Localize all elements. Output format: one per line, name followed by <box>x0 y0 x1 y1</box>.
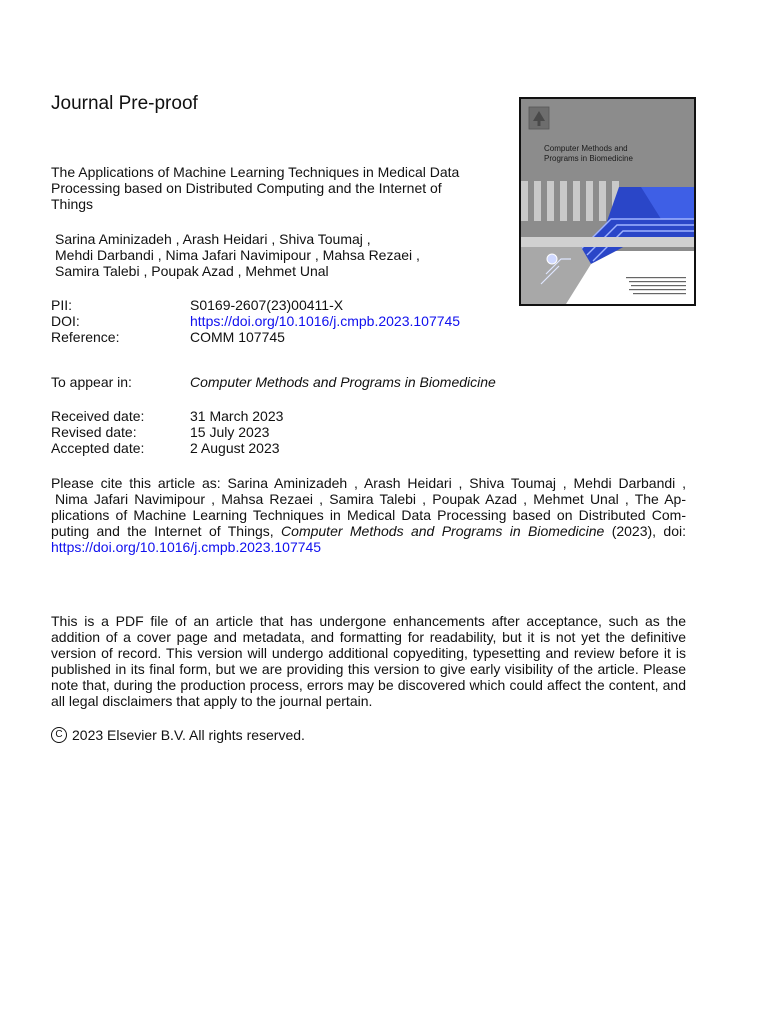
journal-cover-graphic <box>521 99 694 304</box>
author-line: Mehdi Darbandi , Nima Jafari Navimipour , Mahsa Rezaei , <box>55 247 420 263</box>
received-date-label: Received date: <box>51 408 145 424</box>
reference-value: COMM 107745 <box>190 329 285 345</box>
cover-title-line: Computer Methods and <box>544 144 628 153</box>
citation-paragraph <box>51 475 686 555</box>
cover-title-line: Programs in Biomedicine <box>544 154 633 163</box>
doi-link[interactable]: https://doi.org/10.1016/j.cmpb.2023.107745 <box>190 313 461 329</box>
journal-cover-image <box>519 97 696 306</box>
pii-value: S0169-2607(23)00411-X <box>190 297 344 313</box>
pre-proof-notice: This is a PDF file of an article that has undergone enhancements after acceptance, such as the addition of a cover page and metadata, and formatting for readability, but it is not yet the definitive version of record. This version will undergo additional copyediting, typesetting and review before it is published in its final form, but we are providing this version to give early visibility of the article. Please note that, during the production process, errors may be discovered which could affect the content, and all legal disclaimers that apply to the journal pertain. <box>51 613 686 709</box>
citation-text: plications of Machine Learning Techniques in Medical Data Processing based on Distributed Com- <box>51 507 686 523</box>
revised-date-label: Revised date: <box>51 424 137 440</box>
accepted-date-value: 2 August 2023 <box>190 440 280 456</box>
article-title: The Applications of Machine Learning Techniques in Medical Data Processing based on Distributed Computing and the Internet of Things <box>51 164 460 212</box>
revised-date-value: 15 July 2023 <box>190 424 270 440</box>
received-date-value: 31 March 2023 <box>190 408 284 424</box>
citation-line: Nima Jafari Navimipour , Mahsa Rezaei , Samira Talebi , Poupak Azad , Mehmet Unal , The Ap- <box>55 491 686 507</box>
journal-pre-proof-heading: Journal Pre-proof <box>51 93 198 114</box>
reference-label: Reference: <box>51 329 120 345</box>
doi-label: DOI: <box>51 313 80 329</box>
author-list <box>55 231 475 279</box>
copyright-icon: C <box>51 727 67 743</box>
appear-in-label: To appear in: <box>51 374 132 390</box>
copyright-text: 2023 Elsevier B.V. All rights reserved. <box>72 727 305 743</box>
citation-text: (2023), doi: <box>604 523 686 539</box>
appear-in-journal: Computer Methods and Programs in Biomedicine <box>190 374 496 390</box>
citation-line <box>51 523 686 539</box>
pii-label: PII: <box>51 297 73 313</box>
citation-journal: Computer Methods and Programs in Biomedicine <box>281 523 605 539</box>
copyright-line <box>51 727 305 743</box>
citation-line <box>51 507 686 523</box>
author-line: Sarina Aminizadeh , Arash Heidari , Shiva Toumaj , <box>55 231 371 247</box>
citation-line: Please cite this article as: Sarina Aminizadeh , Arash Heidari , Shiva Toumaj , Mehdi Darbandi , <box>51 475 686 491</box>
citation-doi-link[interactable]: https://doi.org/10.1016/j.cmpb.2023.107745 <box>51 539 322 555</box>
accepted-date-label: Accepted date: <box>51 440 145 456</box>
citation-text: puting and the Internet of Things, <box>51 523 282 539</box>
elsevier-logo-icon <box>529 107 549 129</box>
author-line: Samira Talebi , Poupak Azad , Mehmet Unal <box>55 263 329 279</box>
